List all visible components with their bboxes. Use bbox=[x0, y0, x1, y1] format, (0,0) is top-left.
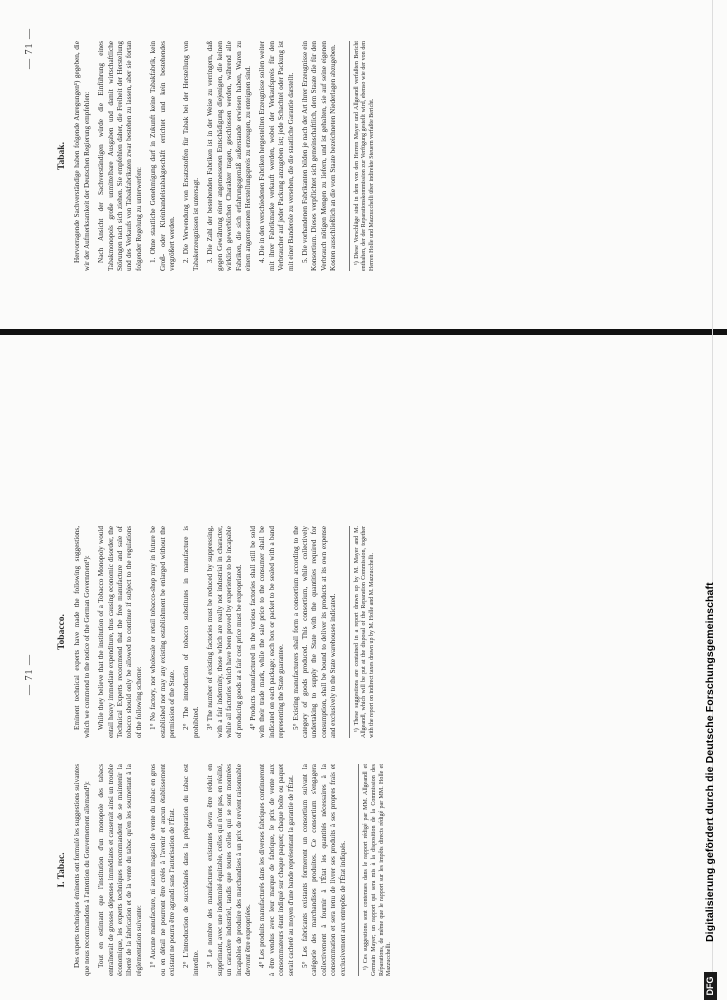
german-footnote bbox=[349, 41, 377, 271]
english-title: Tobacco. bbox=[57, 614, 67, 650]
german-title: Tabak. bbox=[57, 142, 67, 170]
french-title: I. Tabac. bbox=[57, 852, 67, 888]
page-number-left: — 71 — bbox=[24, 654, 35, 695]
french-paragraph: 3° Le nombre des manufactures existantes devra être réduit en supprimant, avec une indemnité équitable, celles qui n'ont pas, en réalité, un caractère industriel, tandis que toutes celles qui se sont montrées incapables de produire des marchandises à un prix de revient raisonnable devront être expropriées. bbox=[206, 764, 252, 976]
french-paragraph: 2° L'introduction de succédanés dans la préparation du tabac est interdite. bbox=[182, 764, 200, 976]
german-paragraph: Nach Ansicht der Sachverständigen würde die Einführung eines Tabakmonopols große unmittelbare Ausgaben und damit wirtschaftliche Störungen nach sich ziehen. Sie empfehlen daher, die Freiheit der Herstellung und des Verkaufs von Tabakfabrikaten zwar bestehen zu lassen, aber sie fortan folgender Regelung zu unterwerfen: bbox=[97, 41, 143, 271]
french-paragraph: 5° Les fabricants existants formeront un consortium suivant la catégorie des marchandises produites. Ce consortium s'engagera collectivement à fournir à l'État les quantités nécessaires à la consommation et sera tenu de livrer ses produits à ses propres frais et exclusivement aux entrepôts de l'État indiqués. bbox=[300, 764, 347, 976]
left-page bbox=[0, 335, 727, 1000]
english-paragraph: 4° Products manufactured in the various factories shall still be sold with their trade mark, while the sale price to the consumer shall be indicated on each package; each box or packet to be sealed with a band representing the State guarantee. bbox=[248, 526, 286, 738]
english-footnote-text: ¹) These suggestions are contained in a report drawn up by M. Mayer and M. Allgeandl, which will be put at the disposal of the Reparation Commission, together with the report on indirect taxes drawn up by M. Holle and M. Mazzucchelli. bbox=[353, 526, 376, 738]
dfg-logo: DFG bbox=[704, 972, 717, 1000]
french-column bbox=[58, 764, 399, 976]
english-paragraph: 3° The number of existing factories must be reduced by suppressing, with a fair indemnity, those which are really not industrial in character, while all factories which have been proved by experience to be incapable of producing goods at a fair cost price must be expropriated. bbox=[206, 526, 243, 738]
english-paragraph: While they believe that the institution of a Tobacco Monopoly would entail heavy immediate expenditure, thus causing economic disorder, the Technical Experts recommend that the free manufacture and sale of tobacco should only be allowed to continue if subject to the regulations of the following scheme: bbox=[97, 526, 143, 738]
french-paragraph: Tout en estimant que l'institution d'un monopole des tabacs entraînerait de grosses dépenses immédiates et causerait ainsi un trouble économique, les experts techniques recommandent de se maintenir la liberté de la fabrication et de la vente du tabac qu'en les soumettant à la réglementation suivante: bbox=[97, 764, 143, 976]
german-paragraph: 1. Ohne staatliche Genehmigung darf in Zukunft keine Tabakfabrik, kein Groß- oder Kleinhandelstabakgeschäft errichtet und kein bestehendes vergrößert werden. bbox=[149, 41, 177, 271]
french-paragraph: 1° Aucune manufacture, ni aucun magasin de vente du tabac en gros ou en détail ne pourront être créés à l'avenir et aucun établissement existant ne pourra être agrandi sans l'autorisation de l'État. bbox=[149, 764, 177, 976]
english-paragraph: 5° Existing manufacturers shall form a consortium according to the category of goods produced. This consortium, while collectively undertaking to supply the State with the quantities required for consumption, shall be bound to deliver its products at its own expense and exclusively to the State warehouses indicated. bbox=[291, 526, 338, 738]
french-footnote-text: ¹) Ces suggestions sont contenues dans le rapport rédigé par MM. Allgeandl et Germain Mayer; un rapport qui sera mis à la disposition de la Commission des Réparations, de même que le rapport sur les impôts directs rédigé par MM. Holle et Mazzucchelli. bbox=[362, 764, 393, 976]
english-paragraph: 2° The introduction of tobacco substitutes in manufacture is prohibited. bbox=[182, 526, 200, 738]
english-footnote bbox=[349, 526, 377, 738]
english-paragraph: Eminent technical experts have made the following suggestions, which we commend to the notice of the German Government¹): bbox=[73, 526, 91, 738]
german-paragraph: Hervorragende Sachverständige haben folgende Anregungen¹) gegeben, die wir der Aufmerksamkeit der Deutschen Regierung empfehlen: bbox=[73, 41, 91, 271]
german-paragraph: 5. Die vorhandenen Fabrikanten bilden je nach der Art ihrer Erzeugnisse ein Konsortium. Dieses verpflichtet sich gemeinschaftlich, dem Staate die für den Verbrauch nötigen Mengen zu liefern, und ist gehalten, sie auf seine eigenen Kosten ausschließlich an die vom Staate bezeichneten Niederlagen abzugeben. bbox=[300, 41, 338, 271]
german-column bbox=[58, 41, 382, 271]
digitization-stamp: Digitalisierung gefördert durch die Deutsche Forschungsgemeinschaft bbox=[704, 582, 716, 942]
german-paragraph: 3. Die Zahl der bestehenden Fabriken ist in der Weise zu verringern, daß gegen Gewährung einer angemessenen Entschädigung diejenigen, die keinen wirklich gewerblichen Charakter tragen, geschlossen werden, während alle Fabriken, die sich erfahrungsgemäß außerstande erwiesen haben, Waren zu einem angemessenen Herstellungspreis zu erzeugen, zu enteignen sind. bbox=[206, 41, 252, 271]
german-paragraph: 2. Die Verwendung von Ersatzstoffen für Tabak bei der Herstellung von Tabakerzeugnissen ist untersagt. bbox=[182, 41, 200, 271]
english-paragraph: 1° No factory, nor wholesale or retail tobacco-shop may in future be established nor may any existing establishment be enlarged without the permission of the State. bbox=[149, 526, 177, 738]
page-gutter bbox=[0, 329, 727, 335]
english-column bbox=[58, 526, 382, 738]
french-footnote bbox=[358, 764, 394, 976]
german-paragraph: 4. Die in den verschiedenen Fabriken hergestellten Erzeugnisse sollen weiter mit ihrer Fabrikmarke verkauft werden, wobei der Verkaufspreis für den Verbraucher auf jeder Packung anzugeben ist; jede Schachtel oder Packung ist mit einer Banderole zu versehen, die die staatliche Garantie darstellt. bbox=[258, 41, 295, 271]
french-paragraph: 4° Les produits manufacturés dans les diverses fabriques continueront à être vendus avec leur marque de fabrique, le prix de vente aux consommateurs étant indiqué sur chaque paquet; chaque boîte ou paquet serait cacheté au moyen d'une bande représentant la garantie de l'État. bbox=[258, 764, 295, 976]
page-number-right: — 71 — bbox=[24, 28, 35, 69]
right-page bbox=[0, 0, 727, 329]
german-footnote-text: ¹) Diese Vorschläge sind in dem von den Herren Mayer und Allgeandl verfaßten Bericht enthalten, der der Reparationskommission zur Verfügung gestellt wird, ebenso wie der von den Herren Holle und Mazzucchelli über indirekte Steuern verfaßte Bericht. bbox=[353, 41, 376, 271]
french-paragraph: Des experts techniques éminents ont formulé les suggestions suivantes que nous recommandons à l'attention du Gouvernement allemand¹): bbox=[73, 764, 91, 976]
